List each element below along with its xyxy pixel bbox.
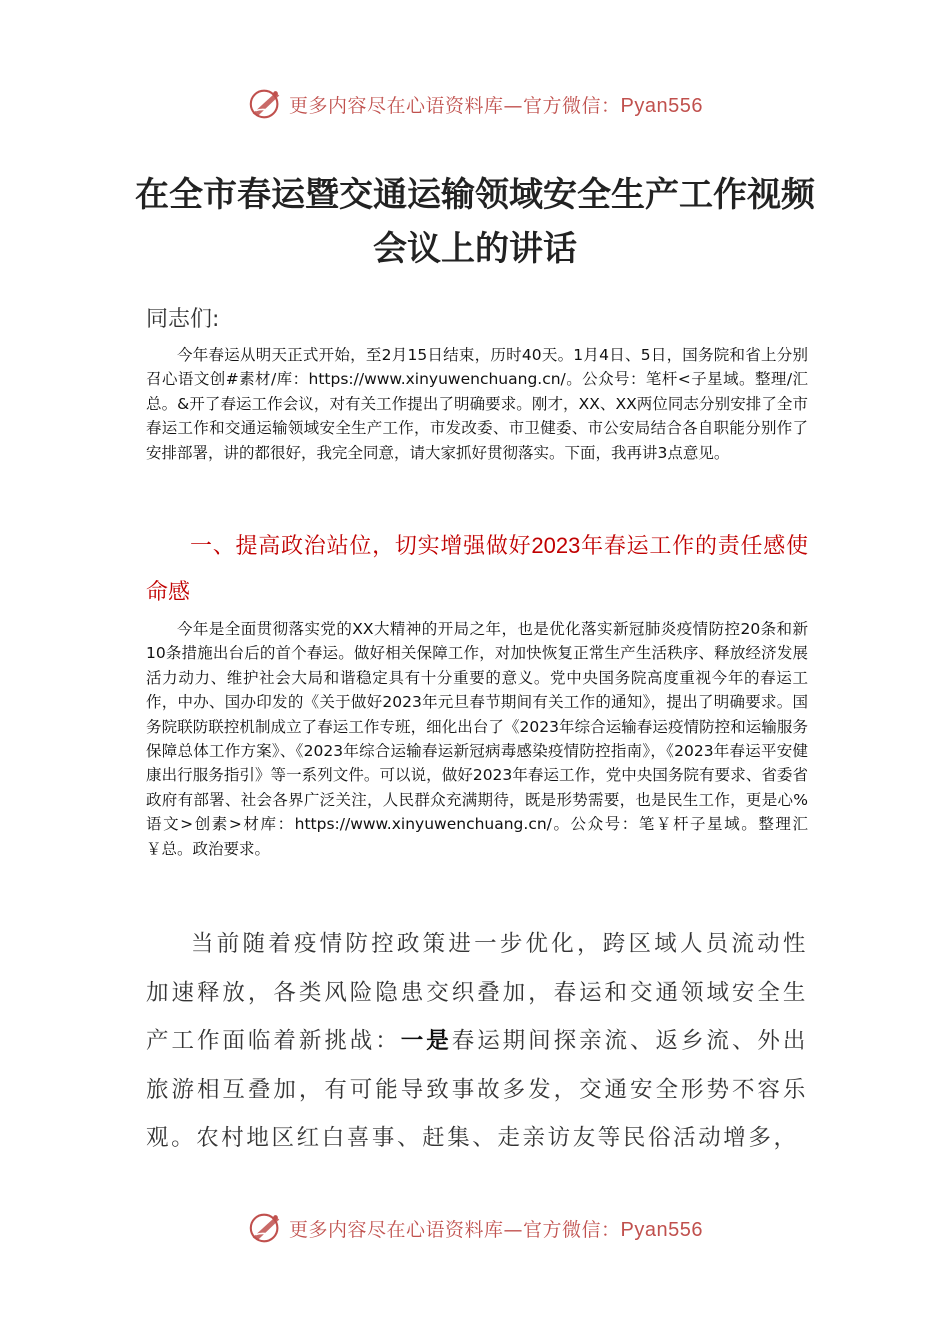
paragraph-3-emphasis: 一是 [400,1028,452,1055]
paragraph-2: 今年是全面贯彻落实党的XX大精神的开局之年，也是优化落实新冠肺炎疫情防控20条和新10条措施出台后的首个春运。做好相关保障工作，对加快恢复正常生产生活秩序、释放经济发展活力动力、维护社会大局和谐稳定具有十分重要的意义。党中央国务院高度重视今年的春运工作，中办、国办印发的《关于做好2023年元旦春节期间有关工作的通知》，提出了明确要求。国务院联防联控机制成立了春运工作专班，细化出台了《2023年综合运输春运疫情防控和运输服务保障总体工作方案》、《2023年综合运输春运新冠病毒感染疫情防控指南》，《2023年春运平安健康出行服务指引》等一系列文件。可以说，做好2023年春运工作，党中央国务院有要求、省委省政府有部署、社会各界广泛关注，人民群众充满期待，既是形势需要，也是民生工作，更是心%语文>创素>材库：https://www.xinyuwenchuang.cn/。公众号：笔￥杆子星域。整理汇￥总。政治要求。 [146,620,808,858]
header-banner [0,84,950,124]
paragraph-1: 今年春运从明天正式开始，至2月15日结束，历时40天。1月4日、5日，国务院和省上分别召心语文创#素材/库：https://www.xinyuwenchuang.cn/。公众号：笔杆<子星域。整理/汇总。&开了春运工作会议，对有关工作提出了明确要求。刚才，XX、XX两位同志分别安排了全市春运工作和交通运输领域安全生产工作，市发改委、市卫健委、市公安局结合各自职能分别作了安排部署，讲的都很好，我完全同意，请大家抓好贯彻落实。下面，我再讲3点意见。 [146,346,808,462]
salutation: 同志们: [146,307,220,332]
paragraph-3-body: 春运期间探亲流、返乡流、外出旅游相互叠加，有可能导致事故多发，交通安全形势不容乐观。农村地区红白喜事、赶集、走亲访友等民俗活动增多， [146,1028,808,1152]
paragraph-3-intro: 当前随着疫情防控政策进一步优化，跨区域人员流动性加速释放，各类风险隐患交织叠加，春运和交通领域安全生产工作面临着新挑战： [146,931,808,1055]
pen-logo-icon [247,1209,285,1247]
footer-banner [0,1208,950,1248]
banner-wechat-label: 官方微信： [523,1218,621,1241]
paragraph-3 [146,920,808,1163]
banner-text [289,1215,703,1242]
banner-dash: — [503,94,524,117]
banner-slogan: 更多内容尽在心语资料库 [289,1218,504,1241]
pen-logo-icon [247,85,285,123]
section-heading-1: 一、提高政治站位，切实增强做好2023年春运工作的责任感使命感 [146,533,808,604]
banner-account: Pyan556 [620,94,703,117]
banner-dash: — [503,1218,524,1241]
banner-wechat-label: 官方微信： [523,94,621,117]
document-title: 在全市春运暨交通运输领域安全生产工作视频会议上的讲话 [135,175,815,269]
banner-slogan: 更多内容尽在心语资料库 [289,94,504,117]
banner-text [289,91,703,118]
banner-account: Pyan556 [620,1218,703,1241]
